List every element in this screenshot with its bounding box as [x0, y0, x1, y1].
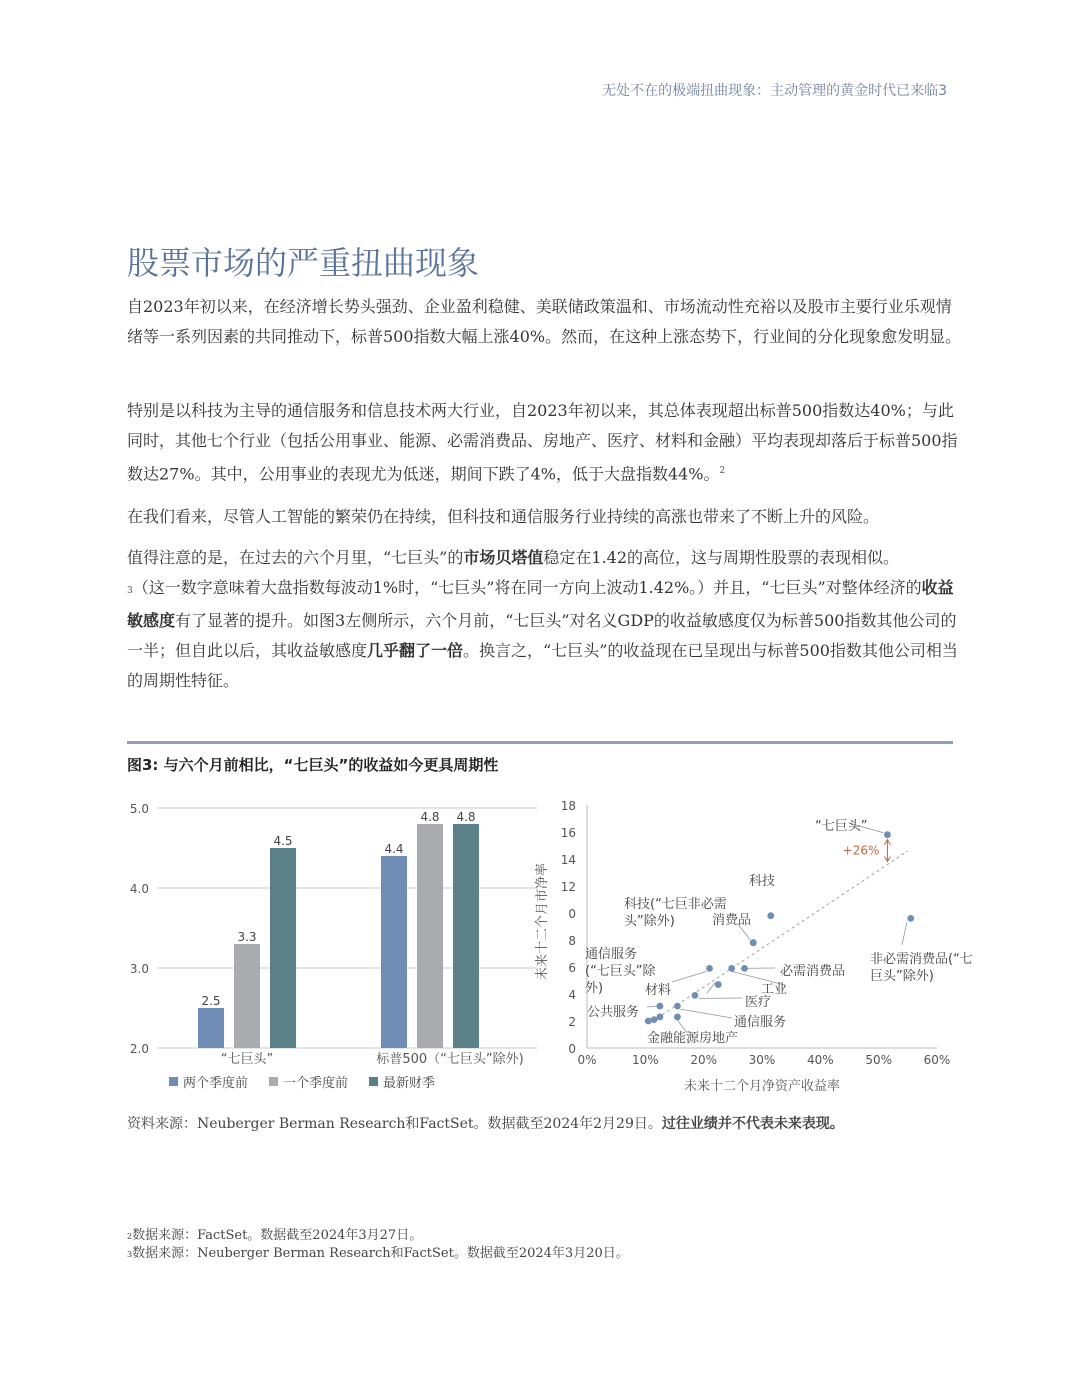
scatter-ytick-label: 4 [568, 988, 576, 1002]
paragraph-4-text-d: （这一数字意味着大盘指数每波动1%时，“七巨头”将在同一方向上波动1.42%。）并且，“七巨头”对整体经济的 [132, 578, 922, 597]
scatter-point-label: “七巨头” [815, 819, 868, 834]
scatter-point [741, 965, 748, 972]
scatter-point [651, 1016, 658, 1023]
scatter-point [728, 965, 735, 972]
footnote-2-text: 数据来源：FactSet。数据截至2024年3月27日。 [132, 1228, 423, 1243]
footnote-ref-3[interactable]: 3 [127, 586, 133, 596]
footnotes [127, 1227, 629, 1263]
bar-ytick-label: 3.0 [129, 962, 149, 976]
scatter-point [715, 981, 722, 988]
scatter-ytick-label: 6 [568, 961, 576, 975]
bar-legend-swatch [169, 1077, 178, 1086]
bar-value-label: 4.5 [273, 834, 293, 848]
paragraph-4-text-c: 稳定在1.42的高位，这与周期性股票的表现相似。 [543, 548, 900, 567]
bar-legend-swatch [269, 1077, 278, 1086]
scatter-ytick-label: 0 [568, 1042, 576, 1056]
scatter-point-label: 消费品 [712, 913, 752, 928]
scatter-point-label: 金融能源房地产 [647, 1031, 739, 1046]
bar-value-label: 4.8 [420, 810, 440, 824]
scatter-leader-line [902, 922, 907, 945]
scatter-leader-line [680, 1009, 732, 1018]
footnote-3 [127, 1245, 629, 1263]
footnote-3-text: 数据来源：Neuberger Berman Research和FactSet。数据截至2024年3月20日。 [132, 1246, 629, 1261]
scatter-ytick-label: 14 [560, 853, 576, 867]
bar-category-label: “七巨头” [220, 1052, 274, 1067]
scatter-point-label: 公共服务 [587, 1005, 640, 1020]
bar [453, 824, 479, 1048]
bar [234, 944, 260, 1048]
bar-chart-svg [127, 790, 547, 1100]
scatter-point-label: 通信服务 [585, 947, 638, 962]
figure-divider [127, 741, 953, 744]
footnote-2 [127, 1227, 629, 1245]
bar-value-label: 3.3 [237, 930, 257, 944]
figure-title: 图3: 与六个月前相比，“七巨头”的收益如今更具周期性 [127, 756, 499, 774]
scatter-point [657, 1003, 664, 1010]
scatter-xtick-label: 10% [631, 1053, 659, 1067]
bar [198, 1008, 224, 1048]
bar-legend-label: 一个季度前 [283, 1076, 349, 1091]
scatter-point [706, 965, 713, 972]
scatter-point [674, 1014, 681, 1021]
scatter-point-label: (“七巨头”除 [585, 964, 656, 979]
scatter-point-label: 材料 [645, 983, 672, 998]
scatter-leader-line [672, 971, 707, 982]
scatter-point [750, 939, 757, 946]
paragraph-1-text: 自2023年初以来，在经济增长势头强劲、企业盈利稳健、美联储政策温和、市场流动性充裕以及股市主要行业乐观情绪等一系列因素的共同推动下，标普500指数大幅上涨40%。然而，在这种上涨态势下，行业间的分化现象愈发明显。 [127, 297, 962, 346]
scatter-point [657, 1014, 664, 1021]
scatter-chart [527, 790, 997, 1100]
scatter-xtick-label: 0% [577, 1053, 597, 1067]
term-market-beta: 市场贝塔值 [463, 548, 544, 567]
paragraph-2 [127, 396, 962, 499]
scatter-chart-svg [527, 790, 997, 1100]
scatter-point-label: 非必需消费品(“七 [870, 952, 973, 967]
bar-category-label: 标普500（“七巨头”除外) [376, 1052, 524, 1067]
scatter-x-axis-title: 未来十二个月净资产收益率 [683, 1079, 841, 1094]
bar-legend-label: 两个季度前 [183, 1076, 249, 1091]
scatter-point-label: 必需消费品 [780, 964, 846, 979]
scatter-xtick-label: 30% [748, 1053, 776, 1067]
footnote-ref-2[interactable]: 2 [719, 466, 726, 476]
premium-annotation: +26% [842, 843, 880, 858]
scatter-point [692, 992, 699, 999]
paragraph-4-text-f: 有了显著的提升。如图3左侧所示，六个月前，“七巨头”对名义GDP的收益敏感度仅为标普500指数其他公司的一半；但自此以后，其收益敏感度 [127, 611, 957, 660]
scatter-point-label: 科技 [748, 874, 776, 889]
footnote-3-mark: 3 [127, 1250, 133, 1259]
scatter-leader-line [647, 1006, 657, 1007]
scatter-xtick-label: 40% [806, 1053, 834, 1067]
bar-ytick-label: 2.0 [129, 1042, 149, 1056]
section-title: 股票市场的严重扭曲现象 [127, 244, 480, 282]
scatter-ytick-label: 2 [568, 1015, 576, 1029]
scatter-point [767, 912, 774, 919]
bar-chart [127, 790, 547, 1100]
scatter-xtick-label: 50% [865, 1053, 893, 1067]
footnote-2-mark: 2 [127, 1232, 133, 1241]
bar-ytick-label: 4.0 [129, 882, 149, 896]
bar [270, 848, 296, 1048]
scatter-point-label: 科技(“七巨非必需 [624, 897, 727, 912]
paragraph-4 [127, 543, 962, 706]
scatter-point-label: 头”除外) [624, 914, 675, 929]
scatter-ytick-label: 18 [560, 799, 576, 813]
scatter-point [907, 915, 914, 922]
scatter-ytick-label: 12 [560, 880, 576, 894]
scatter-ytick-label: 8 [568, 934, 576, 948]
scatter-point [645, 1018, 652, 1025]
scatter-ytick-label: 16 [560, 826, 576, 840]
bar-value-label: 4.8 [456, 810, 476, 824]
scatter-point [674, 1003, 681, 1010]
scatter-xtick-label: 20% [690, 1053, 718, 1067]
bar-legend-label: 最新财季 [383, 1076, 436, 1091]
scatter-point-label: 外) [585, 981, 604, 996]
scatter-point [884, 831, 891, 838]
bar [417, 824, 443, 1048]
disclaimer-text: 过往业绩并不代表未来表现。 [661, 1116, 844, 1132]
scatter-point-label: 通信服务 [734, 1015, 787, 1030]
paragraph-3-text: 在我们看来，尽管人工智能的繁荣仍在持续，但科技和通信服务行业持续的高涨也带来了不断上升的风险。 [127, 507, 880, 526]
scatter-point-label: 医疗 [745, 995, 772, 1010]
scatter-ytick-label: 0 [568, 907, 576, 921]
scatter-point-label: 工业 [761, 982, 788, 997]
bar-value-label: 2.5 [201, 994, 221, 1008]
source-text: 资料来源：Neuberger Berman Research和FactSet。数据截至2024年2月29日。 [127, 1116, 662, 1132]
paragraph-4-text-h: 。换言之，“七巨头”的收益现在已呈现出与标普500指数其他公司相当的周期性特征。 [127, 641, 958, 690]
paragraph-2-text: 特别是以科技为主导的通信服务和信息技术两大行业，自2023年初以来，其总体表现超出标普500指数达40%；与此同时，其他七个行业（包括公用事业、能源、必需消费品、房地产、医疗、材料和金融）平均表现却落后于标普500指数达27%。其中，公用事业的表现尤为低迷，期间下跌了4%，低于大盘指数44%。 [127, 401, 958, 484]
bar [381, 856, 407, 1048]
scatter-xtick-label: 60% [923, 1053, 951, 1067]
bar-ytick-label: 5.0 [129, 802, 149, 816]
running-head: 无处不在的极端扭曲现象：主动管理的黄金时代已来临3 [602, 83, 947, 99]
bar-legend-swatch [369, 1077, 378, 1086]
figure-source [127, 1113, 844, 1133]
term-nearly-doubled: 几乎翻了一倍 [367, 641, 464, 660]
scatter-point-label: 巨头”除外) [870, 969, 934, 984]
paragraph-3 [127, 502, 962, 542]
paragraph-4-text-a: 值得注意的是，在过去的六个月里，“七巨头”的 [127, 548, 464, 567]
scatter-y-axis-title: 未来十二个月市净率 [535, 862, 550, 981]
paragraph-1 [127, 292, 962, 362]
term-earnings-sensitivity: 收益敏感度 [127, 578, 954, 630]
bar-value-label: 4.4 [384, 842, 404, 856]
